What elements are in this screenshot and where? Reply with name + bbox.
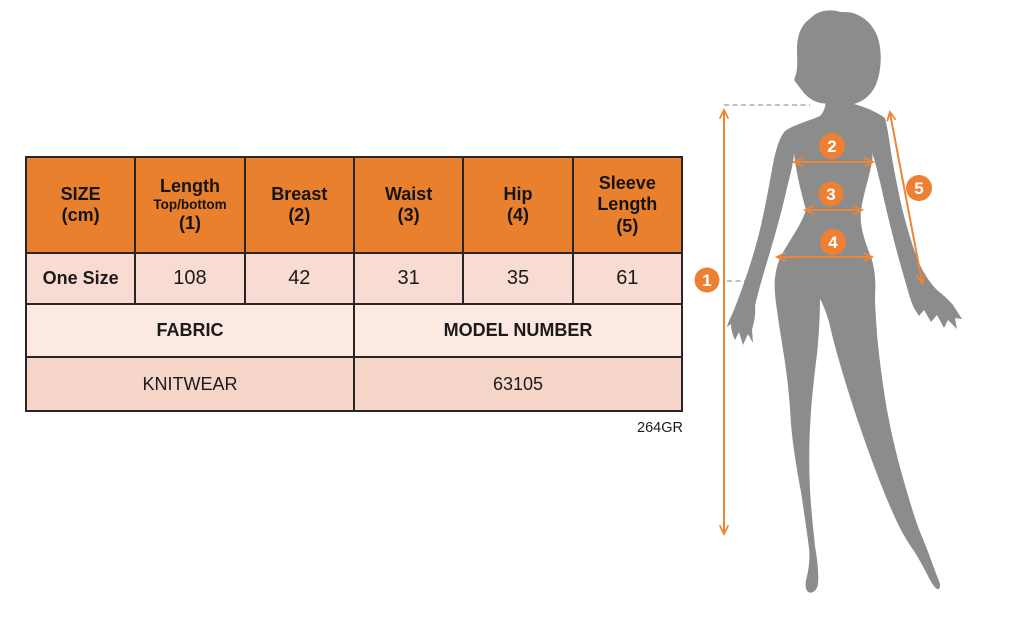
size-chart-table bbox=[25, 156, 683, 412]
col-header-sleeve-line1: Sleeve bbox=[598, 173, 656, 194]
col-header-length-line1: Length bbox=[159, 175, 220, 196]
col-header-size-line1: SIZE bbox=[60, 183, 101, 204]
model-number-value-cell: 63105 bbox=[354, 357, 682, 411]
one-size-row bbox=[26, 253, 682, 304]
fabric-model-value-row bbox=[26, 357, 682, 411]
badge-5-label: 5 bbox=[914, 179, 924, 198]
col-header-size bbox=[26, 157, 135, 253]
body-silhouette bbox=[727, 97, 962, 592]
badge-3-label: 3 bbox=[826, 185, 836, 204]
col-header-waist-line1: Waist bbox=[384, 183, 433, 204]
col-header-sleeve-line3: (5) bbox=[616, 215, 639, 236]
col-header-size-line2: (cm) bbox=[61, 205, 100, 225]
cell-breast-value: 42 bbox=[245, 253, 354, 304]
col-header-waist-line2: (3) bbox=[397, 205, 420, 225]
col-header-hip bbox=[463, 157, 572, 253]
measurement-figure bbox=[690, 0, 1024, 635]
col-header-waist bbox=[354, 157, 463, 253]
col-header-sleeve bbox=[573, 157, 682, 253]
col-header-hip-line1: Hip bbox=[503, 183, 533, 204]
cell-hip-value: 35 bbox=[463, 253, 572, 304]
header-row bbox=[26, 157, 682, 253]
badge-2-label: 2 bbox=[827, 137, 837, 156]
cell-waist-value: 31 bbox=[354, 253, 463, 304]
badge-1-label: 1 bbox=[702, 271, 712, 290]
col-header-sleeve-line2: Length bbox=[597, 194, 658, 215]
measurement-figure-svg bbox=[690, 0, 1024, 635]
badge-4-label: 4 bbox=[828, 233, 838, 252]
fabric-model-header-row bbox=[26, 304, 682, 357]
hair-silhouette bbox=[794, 10, 881, 105]
fabric-value-cell: KNITWEAR bbox=[26, 357, 354, 411]
cell-sleeve-value: 61 bbox=[573, 253, 682, 304]
col-header-length bbox=[135, 157, 244, 253]
reference-code: 264GR bbox=[637, 420, 683, 436]
col-header-hip-line2: (4) bbox=[506, 205, 529, 225]
col-header-breast-line1: Breast bbox=[271, 183, 328, 204]
fabric-label-cell: FABRIC bbox=[26, 304, 354, 357]
col-header-length-line2: Top/bottom bbox=[153, 197, 227, 213]
col-header-breast bbox=[245, 157, 354, 253]
col-header-breast-line2: (2) bbox=[288, 205, 311, 225]
model-number-label-cell: MODEL NUMBER bbox=[354, 304, 682, 357]
cell-length-value: 108 bbox=[135, 253, 244, 304]
cell-size-name: One Size bbox=[26, 253, 135, 304]
col-header-length-line3: (1) bbox=[178, 212, 201, 233]
